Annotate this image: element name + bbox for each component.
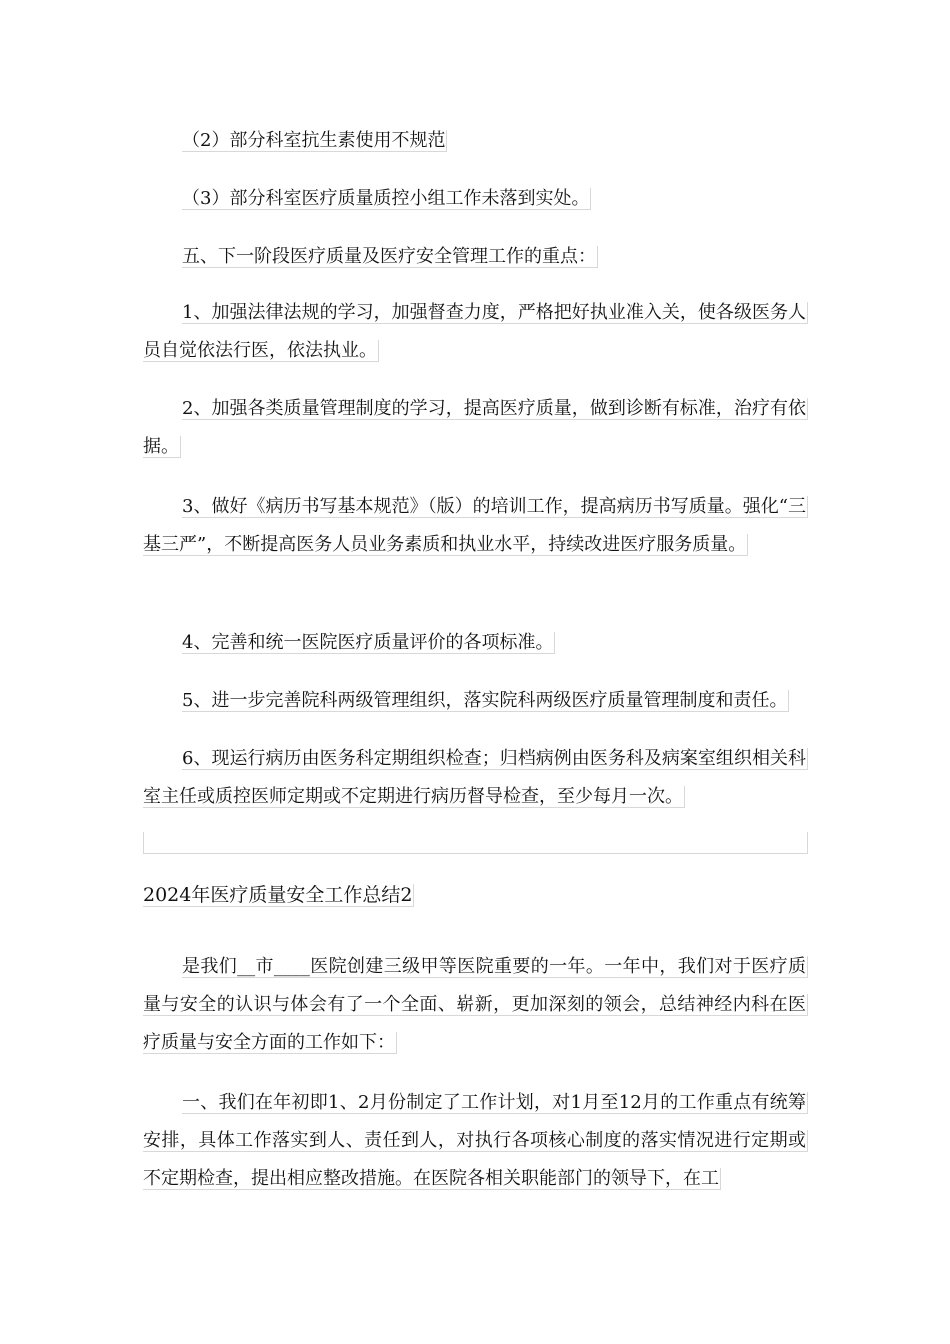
paragraph-point-6: 6、现运行病历由医务科定期组织检查；归档病例由医务科及病案室组织相关科室主任或质控医师定期或不定期进行病历督导检查，至少每月一次。 [143,748,806,807]
paragraph-intro: 是我们__市____医院创建三级甲等医院重要的一年。一年中，我们对于医疗质量与安全的认识与体会有了一个全面、崭新，更加深刻的领会，总结神经内科在医疗质量与安全方面的工作如下： [143,956,806,1053]
paragraph-item-3: （3）部分科室医疗质量质控小组工作未落到实处。 [182,188,590,209]
paragraph-point-2: 2、加强各类质量管理制度的学习，提高医疗质量，做到诊断有标准，治疗有依据。 [143,398,806,457]
section-title: 2024年医疗质量安全工作总结2 [143,884,413,906]
paragraph-section-one: 一、我们在年初即1、2月份制定了工作计划，对1月至12月的工作重点有统筹安排，具体工作落实到人、责任到人，对执行各项核心制度的落实情况进行定期或不定期检查，提出相应整改措施。在医院各相关职能部门的领导下，在工 [143,1092,806,1189]
section-heading-five: 五、下一阶段医疗质量及医疗安全管理工作的重点： [182,246,596,267]
paragraph-point-1: 1、加强法律法规的学习，加强督查力度，严格把好执业准入关，使各级医务人员自觉依法行医，依法执业。 [143,302,806,361]
paragraph-point-4: 4、完善和统一医院医疗质量评价的各项标准。 [182,632,554,653]
document-page [143,0,808,1344]
paragraph-point-5: 5、进一步完善院科两级管理组织，落实院科两级医疗质量管理制度和责任。 [182,690,788,711]
paragraph-item-2: （2）部分科室抗生素使用不规范 [182,130,446,151]
section-separator [143,832,808,854]
paragraph-point-3: 3、做好《病历书写基本规范》（版）的培训工作，提高病历书写质量。强化“三基三严”，不断提高医务人员业务素质和执业水平，持续改进医疗服务质量。 [143,496,806,555]
